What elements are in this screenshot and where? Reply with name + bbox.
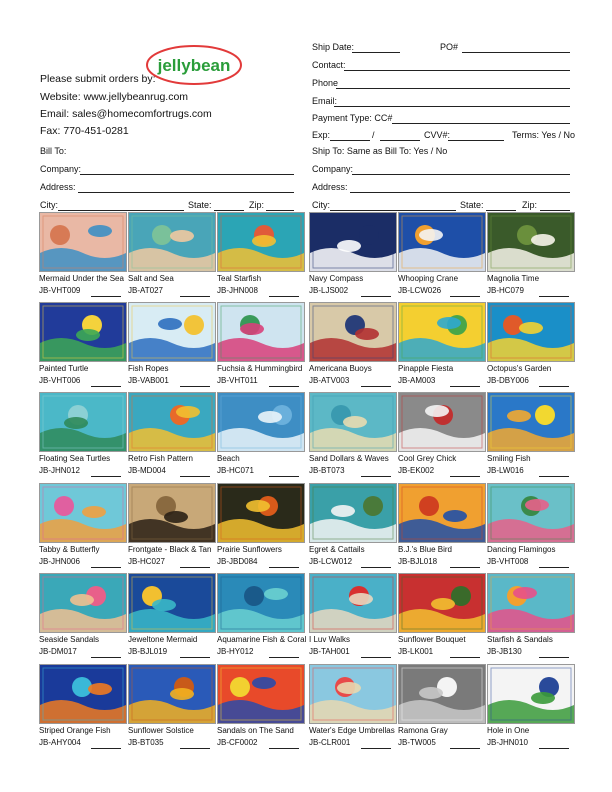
product-card[interactable] bbox=[309, 302, 397, 390]
quantity-field[interactable] bbox=[450, 296, 480, 297]
rug-artwork bbox=[488, 484, 574, 542]
rug-artwork bbox=[310, 665, 396, 723]
product-code: JB-HY012 bbox=[217, 647, 254, 656]
product-name: Seaside Sandals bbox=[39, 635, 100, 644]
quantity-field[interactable] bbox=[450, 476, 480, 477]
product-card[interactable] bbox=[398, 392, 486, 480]
quantity-field[interactable] bbox=[361, 748, 391, 749]
terms-label[interactable]: Terms: Yes / No bbox=[512, 130, 576, 140]
product-card[interactable] bbox=[487, 573, 575, 661]
product-code: JB-BT035 bbox=[128, 738, 164, 747]
quantity-field[interactable] bbox=[91, 567, 121, 568]
quantity-field[interactable] bbox=[450, 657, 480, 658]
quantity-field[interactable] bbox=[91, 386, 121, 387]
product-code: JB-AHY004 bbox=[39, 738, 81, 747]
quantity-field[interactable] bbox=[361, 657, 391, 658]
quantity-field[interactable] bbox=[180, 748, 210, 749]
product-thumbnail[interactable] bbox=[39, 483, 127, 543]
quantity-field[interactable] bbox=[361, 476, 391, 477]
rug-artwork bbox=[129, 303, 215, 361]
quantity-field[interactable] bbox=[539, 386, 569, 387]
product-card[interactable] bbox=[309, 573, 397, 661]
product-code: JB-DM017 bbox=[39, 647, 77, 656]
product-name: Egret & Cattails bbox=[309, 545, 365, 554]
submit-orders-label: Please submit orders by: bbox=[40, 73, 156, 85]
rug-artwork bbox=[310, 213, 396, 271]
rug-artwork bbox=[218, 484, 304, 542]
bill-address-field[interactable] bbox=[78, 192, 294, 193]
rug-artwork bbox=[310, 303, 396, 361]
product-card[interactable] bbox=[217, 302, 305, 390]
rug-artwork bbox=[399, 574, 485, 632]
rug-artwork bbox=[399, 393, 485, 451]
quantity-field[interactable] bbox=[539, 567, 569, 568]
product-thumbnail[interactable] bbox=[217, 212, 305, 272]
product-card[interactable] bbox=[39, 483, 127, 571]
product-name: Fuchsia & Hummingbird bbox=[217, 364, 303, 373]
product-name: Smiling Fish bbox=[487, 454, 531, 463]
jellybean-logo bbox=[145, 44, 243, 86]
product-thumbnail[interactable] bbox=[398, 483, 486, 543]
product-name: Sandals on The Sand bbox=[217, 726, 294, 735]
product-card[interactable] bbox=[309, 664, 397, 752]
product-thumbnail[interactable] bbox=[487, 392, 575, 452]
product-name: Sand Dollars & Waves bbox=[309, 454, 389, 463]
bill-state-label: State: bbox=[188, 200, 212, 210]
ship-date-label: Ship Date: bbox=[312, 42, 355, 52]
product-name: Frontgate - Black & Tan bbox=[128, 545, 212, 554]
product-name: Dancing Flamingos bbox=[487, 545, 556, 554]
quantity-field[interactable] bbox=[539, 476, 569, 477]
product-name: Prairie Sunflowers bbox=[217, 545, 282, 554]
product-thumbnail[interactable] bbox=[39, 573, 127, 633]
bill-zip-field[interactable] bbox=[266, 210, 294, 211]
quantity-field[interactable] bbox=[539, 748, 569, 749]
product-card[interactable] bbox=[39, 212, 127, 300]
bill-company-label: Company: bbox=[40, 164, 82, 174]
rug-artwork bbox=[218, 303, 304, 361]
rug-artwork bbox=[218, 393, 304, 451]
product-name: Retro Fish Pattern bbox=[128, 454, 193, 463]
product-thumbnail[interactable] bbox=[487, 664, 575, 724]
rug-artwork bbox=[488, 665, 574, 723]
rug-artwork bbox=[129, 574, 215, 632]
product-card[interactable] bbox=[39, 302, 127, 390]
rug-artwork bbox=[488, 574, 574, 632]
ship-address-label: Address: bbox=[312, 182, 348, 192]
cc-field[interactable] bbox=[392, 123, 570, 124]
product-thumbnail[interactable] bbox=[217, 573, 305, 633]
product-thumbnail[interactable] bbox=[39, 302, 127, 362]
exp-label: Exp: bbox=[312, 130, 331, 140]
ship-state-field[interactable] bbox=[486, 210, 516, 211]
product-card[interactable] bbox=[309, 212, 397, 300]
product-name: Sunflower Solstice bbox=[128, 726, 194, 735]
product-thumbnail[interactable] bbox=[39, 212, 127, 272]
product-thumbnail[interactable] bbox=[487, 212, 575, 272]
cvv-field[interactable] bbox=[448, 140, 504, 141]
quantity-field[interactable] bbox=[269, 386, 299, 387]
product-card[interactable] bbox=[487, 212, 575, 300]
rug-artwork bbox=[310, 484, 396, 542]
product-card[interactable] bbox=[128, 392, 216, 480]
rug-artwork bbox=[129, 665, 215, 723]
product-card[interactable] bbox=[128, 664, 216, 752]
quantity-field[interactable] bbox=[269, 296, 299, 297]
product-card[interactable] bbox=[487, 392, 575, 480]
product-name: Pinapple Fiesta bbox=[398, 364, 454, 373]
quantity-field[interactable] bbox=[361, 386, 391, 387]
quantity-field[interactable] bbox=[180, 296, 210, 297]
product-code: JB-LK001 bbox=[398, 647, 434, 656]
quantity-field[interactable] bbox=[180, 657, 210, 658]
rug-artwork bbox=[399, 303, 485, 361]
product-thumbnail[interactable] bbox=[39, 392, 127, 452]
quantity-field[interactable] bbox=[450, 567, 480, 568]
product-card[interactable] bbox=[217, 483, 305, 571]
product-card[interactable] bbox=[217, 573, 305, 661]
product-code: JB-VHT006 bbox=[39, 376, 81, 385]
product-thumbnail[interactable] bbox=[398, 392, 486, 452]
product-name: I Luv Walks bbox=[309, 635, 351, 644]
email-line[interactable]: Email: sales@homecomfortrugs.com bbox=[40, 108, 212, 120]
rug-artwork bbox=[310, 393, 396, 451]
product-card[interactable] bbox=[128, 212, 216, 300]
rug-artwork bbox=[399, 665, 485, 723]
ship-date-field[interactable] bbox=[352, 52, 400, 53]
rug-artwork bbox=[218, 574, 304, 632]
product-thumbnail[interactable] bbox=[39, 664, 127, 724]
product-card[interactable] bbox=[398, 483, 486, 571]
product-card[interactable] bbox=[398, 212, 486, 300]
product-name: Painted Turtle bbox=[39, 364, 89, 373]
ship-city-field[interactable] bbox=[330, 210, 456, 211]
product-card[interactable] bbox=[39, 664, 127, 752]
product-thumbnail[interactable] bbox=[398, 664, 486, 724]
payment-label: Payment Type: CC# bbox=[312, 113, 393, 123]
phone-field[interactable] bbox=[336, 88, 570, 89]
quantity-field[interactable] bbox=[361, 567, 391, 568]
product-name: Mermaid Under the Sea bbox=[39, 274, 124, 283]
quantity-field[interactable] bbox=[180, 567, 210, 568]
product-name: Tabby & Butterfly bbox=[39, 545, 100, 554]
rug-artwork bbox=[129, 213, 215, 271]
quantity-field[interactable] bbox=[269, 476, 299, 477]
contact-label: Contact: bbox=[312, 60, 346, 70]
rug-artwork bbox=[488, 303, 574, 361]
rug-artwork bbox=[40, 303, 126, 361]
product-thumbnail[interactable] bbox=[217, 664, 305, 724]
cvv-label: CVV#: bbox=[424, 130, 451, 140]
quantity-field[interactable] bbox=[269, 657, 299, 658]
product-name: Americana Buoys bbox=[309, 364, 372, 373]
product-name: Striped Orange Fish bbox=[39, 726, 111, 735]
quantity-field[interactable] bbox=[91, 657, 121, 658]
product-name: Water's Edge Umbrellas bbox=[309, 726, 395, 735]
rug-artwork bbox=[40, 393, 126, 451]
bill-city-field[interactable] bbox=[58, 210, 184, 211]
product-thumbnail[interactable] bbox=[309, 212, 397, 272]
ship-zip-label: Zip: bbox=[522, 200, 538, 210]
product-thumbnail[interactable] bbox=[128, 664, 216, 724]
product-thumbnail[interactable] bbox=[309, 392, 397, 452]
product-thumbnail[interactable] bbox=[309, 302, 397, 362]
product-name: B.J.'s Blue Bird bbox=[398, 545, 452, 554]
quantity-field[interactable] bbox=[539, 657, 569, 658]
rug-artwork bbox=[399, 213, 485, 271]
product-code: JB-AM003 bbox=[398, 376, 436, 385]
product-code: JB-DBY006 bbox=[487, 376, 529, 385]
product-thumbnail[interactable] bbox=[128, 483, 216, 543]
product-code: JB-VHT009 bbox=[39, 286, 81, 295]
product-name: Beach bbox=[217, 454, 240, 463]
exp-year-field[interactable] bbox=[380, 140, 420, 141]
product-card[interactable] bbox=[487, 483, 575, 571]
product-code: JB-JHN006 bbox=[39, 557, 80, 566]
product-code: JB-JBD084 bbox=[217, 557, 258, 566]
product-name: Teal Starfish bbox=[217, 274, 262, 283]
product-code: JB-JHN008 bbox=[217, 286, 258, 295]
ship-city-label: City: bbox=[312, 200, 330, 210]
quantity-field[interactable] bbox=[450, 748, 480, 749]
rug-artwork bbox=[40, 574, 126, 632]
ship-company-field[interactable] bbox=[352, 174, 570, 175]
bill-city-label: City: bbox=[40, 200, 58, 210]
product-card[interactable] bbox=[128, 302, 216, 390]
website-line[interactable]: Website: www.jellybeanrug.com bbox=[40, 91, 189, 103]
rug-artwork bbox=[40, 665, 126, 723]
ship-company-label: Company: bbox=[312, 164, 354, 174]
rug-artwork bbox=[40, 484, 126, 542]
product-name: Ramona Gray bbox=[398, 726, 448, 735]
product-code: JB-HC027 bbox=[128, 557, 165, 566]
rug-artwork bbox=[310, 574, 396, 632]
product-thumbnail[interactable] bbox=[128, 212, 216, 272]
product-code: JB-VHT008 bbox=[487, 557, 529, 566]
product-code: JB-LCW026 bbox=[398, 286, 442, 295]
product-thumbnail[interactable] bbox=[309, 483, 397, 543]
bill-to-heading: Bill To: bbox=[40, 146, 67, 156]
fax-line: Fax: 770-451-0281 bbox=[40, 125, 129, 137]
product-thumbnail[interactable] bbox=[398, 302, 486, 362]
product-thumbnail[interactable] bbox=[217, 302, 305, 362]
bill-zip-label: Zip: bbox=[249, 200, 265, 210]
product-card[interactable] bbox=[398, 573, 486, 661]
product-code: JB-JHN010 bbox=[487, 738, 528, 747]
quantity-field[interactable] bbox=[91, 296, 121, 297]
rug-artwork bbox=[218, 665, 304, 723]
quantity-field[interactable] bbox=[91, 476, 121, 477]
rug-artwork bbox=[399, 484, 485, 542]
product-code: JB-BJL019 bbox=[128, 647, 168, 656]
product-card[interactable] bbox=[128, 483, 216, 571]
quantity-field[interactable] bbox=[269, 748, 299, 749]
product-name: Salt and Sea bbox=[128, 274, 174, 283]
product-card[interactable] bbox=[39, 573, 127, 661]
product-code: JB-VAB001 bbox=[128, 376, 169, 385]
quantity-field[interactable] bbox=[450, 386, 480, 387]
rug-artwork bbox=[40, 213, 126, 271]
product-code: JB-TW005 bbox=[398, 738, 436, 747]
product-code: JB-LW016 bbox=[487, 466, 524, 475]
product-code: JB-HC079 bbox=[487, 286, 524, 295]
bill-state-field[interactable] bbox=[214, 210, 244, 211]
product-thumbnail[interactable] bbox=[487, 302, 575, 362]
product-code: JB-ATV003 bbox=[309, 376, 350, 385]
product-code: JB-LCW012 bbox=[309, 557, 353, 566]
product-thumbnail[interactable] bbox=[309, 664, 397, 724]
rug-artwork bbox=[488, 213, 574, 271]
bill-company-field[interactable] bbox=[80, 174, 294, 175]
product-card[interactable] bbox=[217, 392, 305, 480]
quantity-field[interactable] bbox=[269, 567, 299, 568]
product-thumbnail[interactable] bbox=[487, 573, 575, 633]
exp-month-field[interactable] bbox=[330, 140, 370, 141]
phone-label: Phone bbox=[312, 78, 339, 88]
product-code: JB-BT073 bbox=[309, 466, 345, 475]
product-code: JB-CF0002 bbox=[217, 738, 258, 747]
product-name: Whooping Crane bbox=[398, 274, 459, 283]
bill-address-label: Address: bbox=[40, 182, 76, 192]
quantity-field[interactable] bbox=[361, 296, 391, 297]
logo-text: jellybean bbox=[157, 56, 231, 75]
product-code: JB-EK002 bbox=[398, 466, 435, 475]
product-name: Aquamarine Fish & Coral bbox=[217, 635, 307, 644]
ship-zip-field[interactable] bbox=[540, 210, 570, 211]
rug-artwork bbox=[129, 484, 215, 542]
product-name: Magnolia Time bbox=[487, 274, 540, 283]
po-label: PO# bbox=[440, 42, 459, 52]
product-name: Sunflower Bouquet bbox=[398, 635, 466, 644]
product-card[interactable] bbox=[487, 302, 575, 390]
product-code: JB-VHT011 bbox=[217, 376, 258, 385]
po-field[interactable] bbox=[462, 52, 570, 53]
product-name: Floating Sea Turtles bbox=[39, 454, 111, 463]
product-thumbnail[interactable] bbox=[128, 302, 216, 362]
product-name: Octopus's Garden bbox=[487, 364, 552, 373]
product-card[interactable] bbox=[217, 664, 305, 752]
product-card[interactable] bbox=[487, 664, 575, 752]
rug-artwork bbox=[488, 393, 574, 451]
product-thumbnail[interactable] bbox=[309, 573, 397, 633]
product-code: JB-CLR001 bbox=[309, 738, 351, 747]
product-code: JB-TAH001 bbox=[309, 647, 350, 656]
ship-address-field[interactable] bbox=[350, 192, 570, 193]
product-name: Fish Ropes bbox=[128, 364, 169, 373]
product-thumbnail[interactable] bbox=[398, 212, 486, 272]
product-name: Jeweltone Mermaid bbox=[128, 635, 198, 644]
product-code: JB-JB130 bbox=[487, 647, 522, 656]
rug-artwork bbox=[218, 213, 304, 271]
quantity-field[interactable] bbox=[91, 748, 121, 749]
quantity-field[interactable] bbox=[180, 386, 210, 387]
product-thumbnail[interactable] bbox=[217, 392, 305, 452]
product-code: JB-HC071 bbox=[217, 466, 254, 475]
product-card[interactable] bbox=[398, 302, 486, 390]
product-card[interactable] bbox=[39, 392, 127, 480]
product-name: Hole in One bbox=[487, 726, 530, 735]
product-card[interactable] bbox=[398, 664, 486, 752]
product-thumbnail[interactable] bbox=[398, 573, 486, 633]
product-thumbnail[interactable] bbox=[128, 392, 216, 452]
product-card[interactable] bbox=[217, 212, 305, 300]
product-code: JB-JHN012 bbox=[39, 466, 80, 475]
rug-artwork bbox=[129, 393, 215, 451]
product-card[interactable] bbox=[309, 392, 397, 480]
product-thumbnail[interactable] bbox=[128, 573, 216, 633]
product-code: JB-MD004 bbox=[128, 466, 166, 475]
ship-to-label[interactable]: Ship To: Same as Bill To: Yes / No bbox=[312, 146, 448, 156]
contact-field[interactable] bbox=[344, 70, 570, 71]
email-label: Email: bbox=[312, 96, 338, 106]
product-name: Starfish & Sandals bbox=[487, 635, 553, 644]
product-code: JB-AT027 bbox=[128, 286, 163, 295]
product-code: JB-BJL018 bbox=[398, 557, 438, 566]
product-name: Navy Compass bbox=[309, 274, 364, 283]
product-thumbnail[interactable] bbox=[487, 483, 575, 543]
product-card[interactable] bbox=[309, 483, 397, 571]
ship-state-label: State: bbox=[460, 200, 484, 210]
exp-separator: / bbox=[372, 130, 375, 140]
product-code: JB-LJS002 bbox=[309, 286, 349, 295]
product-card[interactable] bbox=[128, 573, 216, 661]
product-name: Cool Grey Chick bbox=[398, 454, 457, 463]
quantity-field[interactable] bbox=[180, 476, 210, 477]
product-thumbnail[interactable] bbox=[217, 483, 305, 543]
quantity-field[interactable] bbox=[539, 296, 569, 297]
email-field[interactable] bbox=[334, 106, 570, 107]
